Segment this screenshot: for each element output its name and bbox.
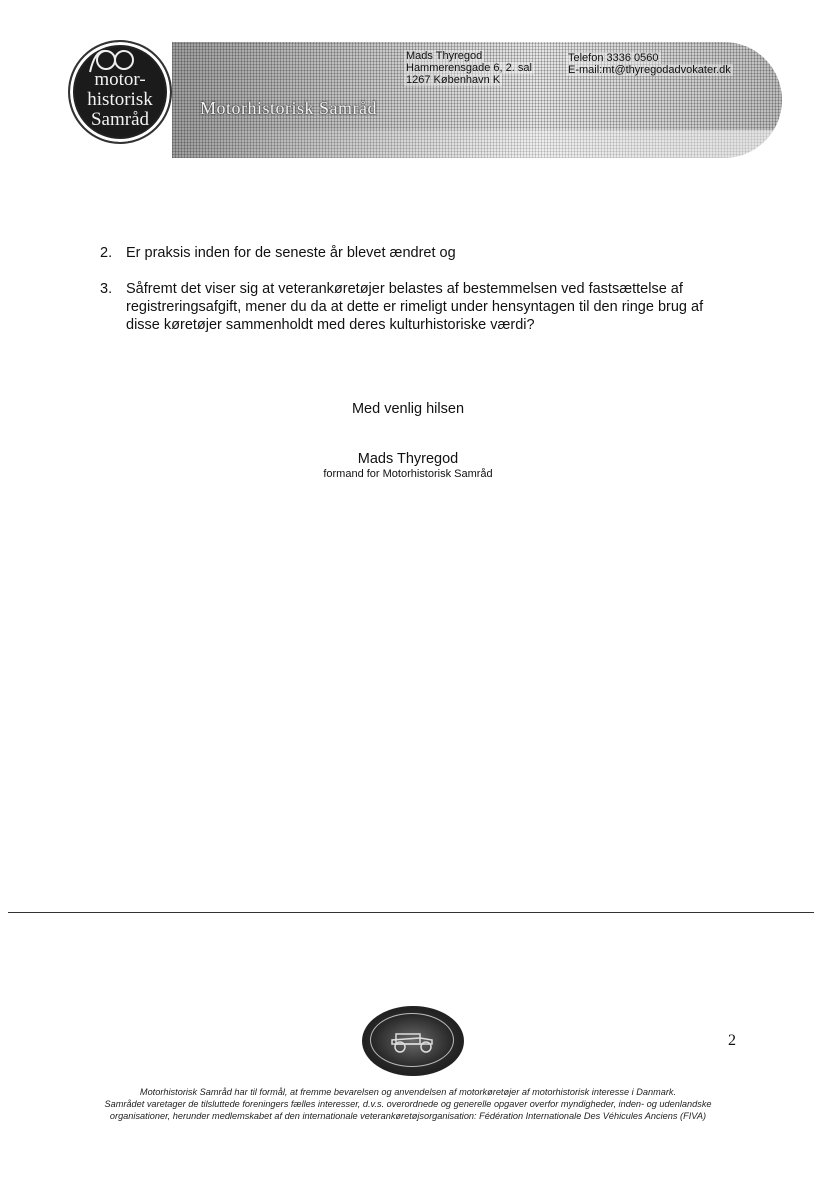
header-banner-shade	[172, 130, 782, 158]
list-item-text: Såfremt det viser sig at veterankøretøjer belastes af bestemmelsen ved fastsættelse af registreringsafgift, mener du da at dette er rimeligt under hensyntagen til den ringe brug af disse køretøjer sammenholdt med deres kulturhistoriske værdi?	[126, 281, 704, 333]
logo-ornament-icon	[80, 44, 150, 74]
fiva-emblem-icon	[362, 1006, 464, 1076]
contact-name: Mads Thyregod	[406, 50, 483, 62]
vintage-car-icon	[388, 1028, 438, 1054]
closing-greeting: Med venlig hilsen	[351, 401, 465, 417]
list-item	[100, 244, 740, 262]
contact-email: E-mail:mt@thyregodadvokater.dk	[568, 64, 731, 76]
footer-membership: organisationer, herunder medlemskabet af den internationale veterankøretøjsorganisation: Fédération Internationale Des Véhicules Anciens (FIVA)	[109, 1111, 707, 1121]
logo-line-3: Samråd	[90, 109, 150, 130]
contact-address: Hammerensgade 6, 2. sal	[406, 62, 532, 74]
banner-title: Motorhistorisk Samråd	[200, 98, 377, 118]
footer-purpose: Motorhistorisk Samråd har til formål, at fremme bevarelsen og anvendelsen af motorkøretøjer af motorhistorisk interesse i Danmark.	[139, 1087, 677, 1097]
contact-phone: Telefon 3336 0560	[568, 52, 659, 64]
footer-divider	[8, 912, 814, 913]
logo-line-1: motor-	[94, 69, 146, 90]
list-item-text: Er praksis inden for de seneste år blevet ændret og	[126, 245, 456, 261]
list-item-number: 2.	[100, 245, 113, 261]
page-number: 2	[728, 1032, 736, 1049]
contact-city: 1267 København K	[406, 74, 501, 86]
logo-line-2: historisk	[87, 89, 153, 110]
footer-mission: Samrådet varetager de tilsluttede foreningers fælles interesser, d.v.s. overordnede og generelle opgaver overfor myndigheder, inden- og udenlandske	[104, 1099, 712, 1109]
signer-title: formand for Motorhistorisk Samråd	[323, 468, 493, 480]
list-item	[100, 280, 740, 334]
list-item-number: 3.	[100, 281, 113, 297]
signer-name: Mads Thyregod	[357, 451, 459, 467]
